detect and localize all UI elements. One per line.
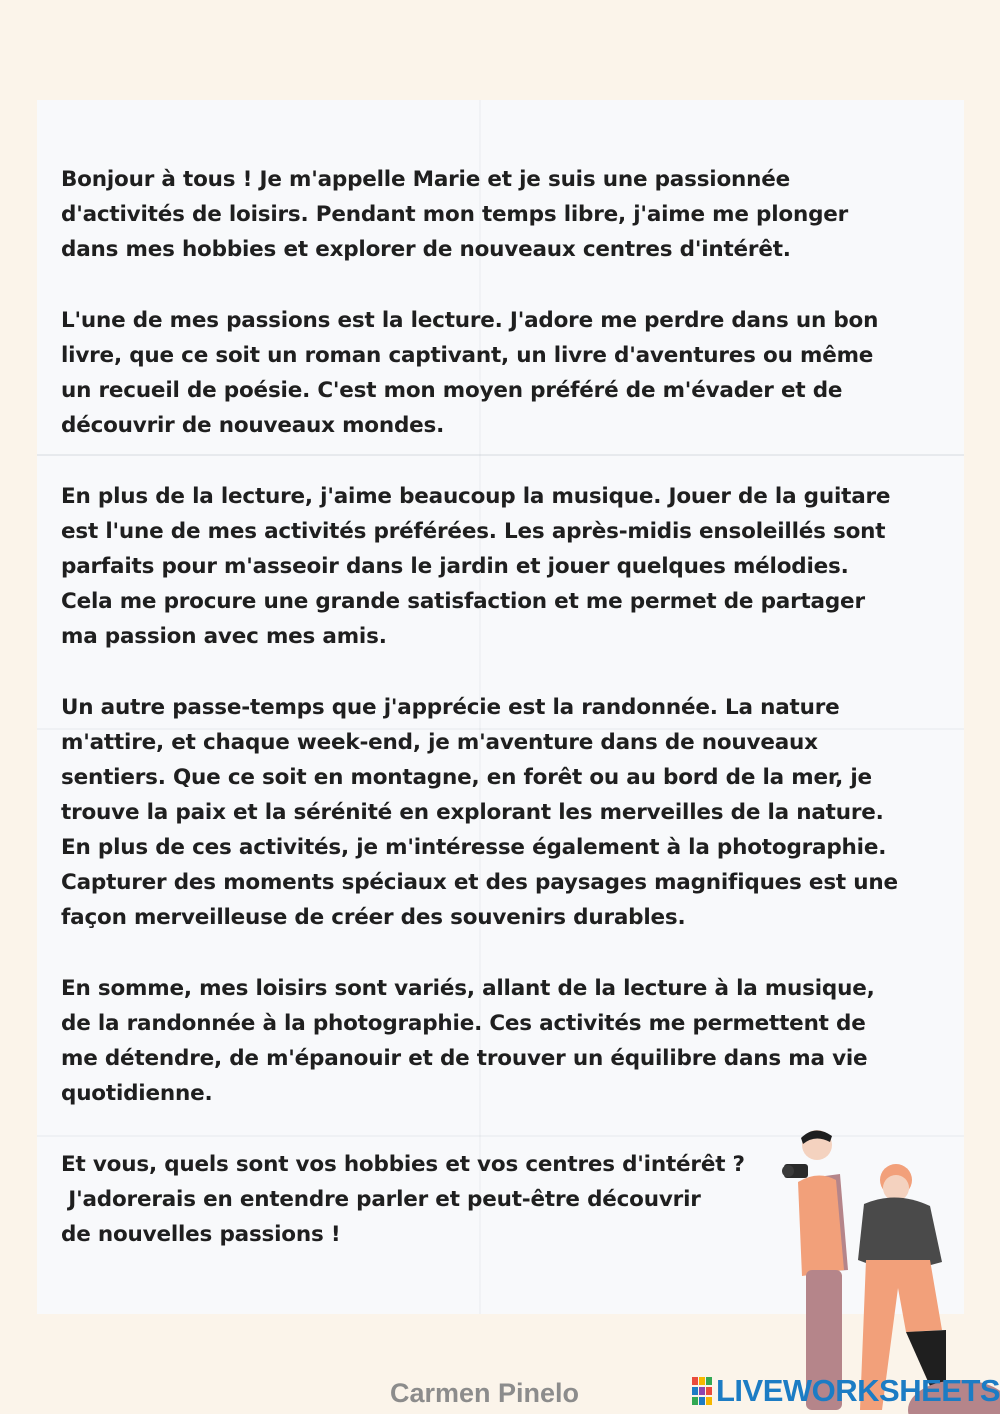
hikers-illustration-icon [770, 1120, 1000, 1414]
author-credit: Carmen Pinelo [390, 1378, 580, 1408]
text-line: livre, que ce soit un roman captivant, un livre d'aventures ou même [61, 343, 874, 368]
text-line: quotidienne. [61, 1081, 213, 1106]
text-line: d'activités de loisirs. Pendant mon temps libre, j'aime me plonger [61, 202, 849, 227]
text-line: En plus de ces activités, je m'intéresse également à la photographie. [61, 835, 887, 860]
paragraph [61, 479, 941, 654]
text-line: façon merveilleuse de créer des souvenirs durables. [61, 905, 686, 930]
text-line: En plus de la lecture, j'aime beaucoup la musique. Jouer de la guitare [61, 484, 891, 509]
text-line: sentiers. Que ce soit en montagne, en forêt ou au bord de la mer, je [61, 765, 872, 790]
text-line: est l'une de mes activités préférées. Les après-midis ensoleillés sont [61, 519, 886, 544]
liveworksheets-logo-icon [692, 1377, 712, 1405]
text-line: trouve la paix et la sérénité en explorant les merveilles de la nature. [61, 800, 884, 825]
text-line: me détendre, de m'épanouir et de trouver un équilibre dans ma vie [61, 1046, 868, 1071]
text-line: ma passion avec mes amis. [61, 624, 387, 649]
brand-name: LIVEWORKSHEETS [716, 1373, 1000, 1408]
text-line: parfaits pour m'asseoir dans le jardin et jouer quelques mélodies. [61, 554, 849, 579]
paragraph [61, 303, 941, 443]
text-line: découvrir de nouveaux mondes. [61, 413, 445, 438]
man-hiker [782, 1130, 848, 1410]
text-line: un recueil de poésie. C'est mon moyen préféré de m'évader et de [61, 378, 843, 403]
text-line: Bonjour à tous ! Je m'appelle Marie et je suis une passionnée [61, 167, 791, 192]
paragraph [61, 971, 941, 1111]
text-line: m'attire, et chaque week-end, je m'aventure dans de nouveaux [61, 730, 818, 755]
text-line: Et vous, quels sont vos hobbies et vos centres d'intérêt ? [61, 1152, 745, 1177]
brand-logo[interactable] [692, 1373, 1000, 1409]
text-line: dans mes hobbies et explorer de nouveaux centres d'intérêt. [61, 237, 791, 262]
text-line: L'une de mes passions est la lecture. J'adore me perdre dans un bon [61, 308, 879, 333]
text-line: En somme, mes loisirs sont variés, allant de la lecture à la musique, [61, 976, 875, 1001]
paragraph [61, 162, 941, 267]
paragraph [61, 690, 941, 935]
text-line: de la randonnée à la photographie. Ces activités me permettent de [61, 1011, 866, 1036]
text-line: J'adorerais en entendre parler et peut-être découvrir [61, 1187, 701, 1212]
text-line: de nouvelles passions ! [61, 1222, 341, 1247]
text-line: Capturer des moments spéciaux et des paysages magnifiques est une [61, 870, 898, 895]
text-line: Cela me procure une grande satisfaction et me permet de partager [61, 589, 865, 614]
text-line: Un autre passe-temps que j'apprécie est la randonnée. La nature [61, 695, 840, 720]
